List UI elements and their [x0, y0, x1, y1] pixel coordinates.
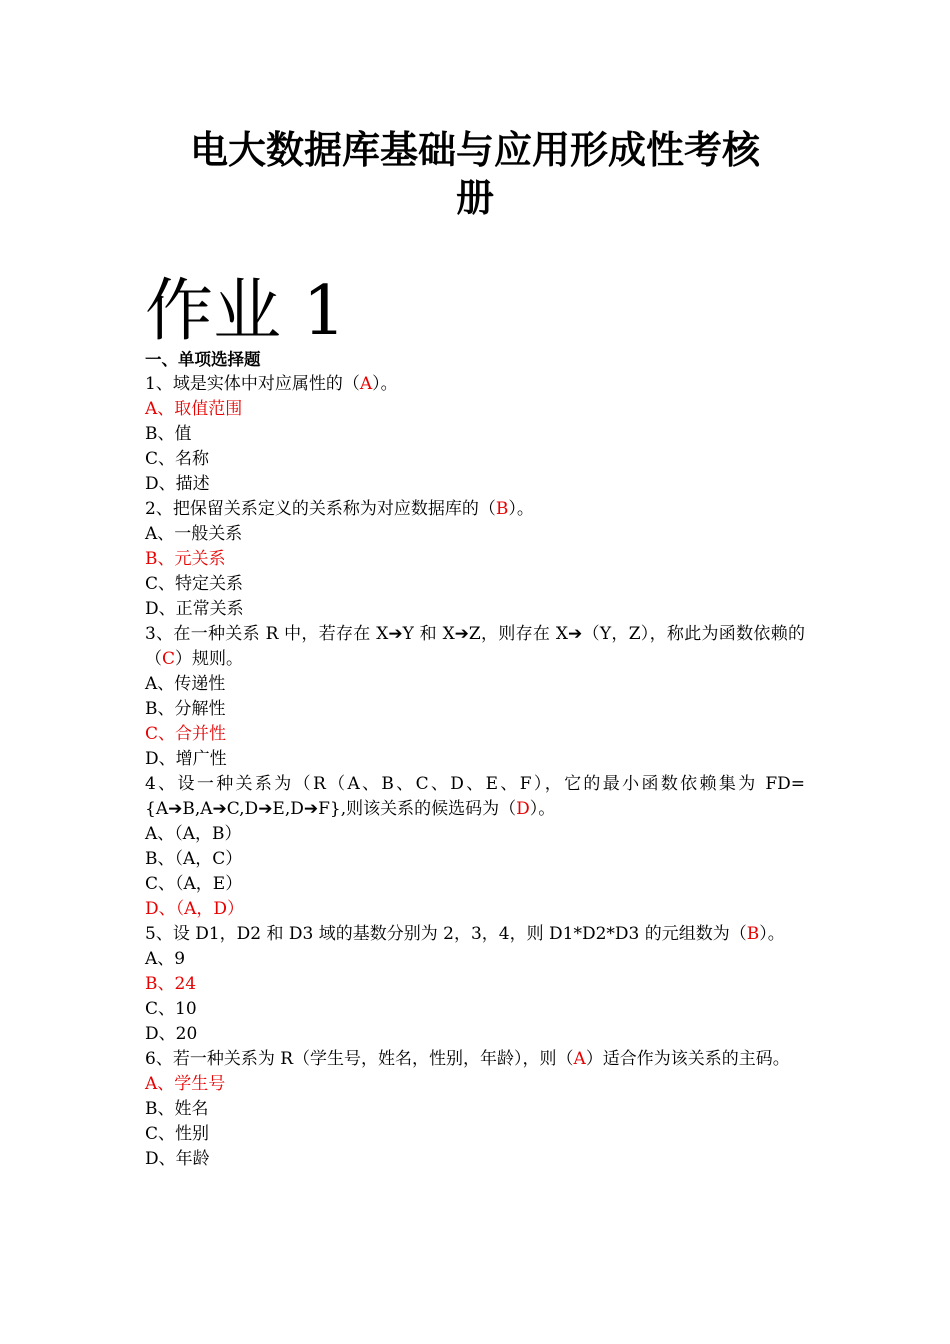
question-4	[145, 772, 805, 822]
answer-key: D	[516, 799, 530, 819]
title-line-2: 册	[455, 176, 494, 220]
answer-key: C	[162, 649, 176, 669]
section-title: 一、单项选择题	[145, 350, 261, 369]
option: D、描述	[145, 474, 210, 494]
option-correct: C、合并性	[145, 724, 227, 744]
option-correct: A、学生号	[145, 1074, 226, 1094]
question-text-end: ）。	[372, 374, 398, 394]
question-text: 6、若一种关系为 R（学生号，姓名，性别，年龄），则（	[145, 1049, 574, 1069]
question-text-end: ）适合作为该关系的主码。	[585, 1049, 790, 1069]
option-correct: A、取值范围	[145, 399, 243, 419]
option: B、值	[145, 424, 192, 444]
question-text-end: ）。	[759, 924, 785, 944]
answer-key: A	[573, 1049, 586, 1069]
homework-title: 作业 1	[145, 272, 346, 351]
option: D、增广性	[145, 749, 227, 769]
question-text: 2、把保留关系定义的关系称为对应数据库的（	[145, 499, 496, 519]
question-text: 1、域是实体中对应属性的（	[145, 374, 360, 394]
option: A、一般关系	[145, 524, 243, 544]
answer-key: A	[359, 374, 373, 394]
option: C、性别	[145, 1124, 210, 1144]
answer-key: B	[495, 499, 509, 519]
option: B、（A，C）	[145, 849, 243, 869]
option: D、20	[145, 1024, 198, 1044]
option: A、（A，B）	[145, 824, 242, 844]
question-text: 4、设一种关系为（R（A、B、C、D、E、F），它的最小函数依赖集为 FD={A➔B,A➔C,D➔E,D➔F},则该关系的候选码为（	[145, 774, 805, 819]
question-text: 5、设 D1，D2 和 D3 域的基数分别为 2，3，4，则 D1*D2*D3 的元组数为（	[145, 924, 747, 944]
option: A、9	[145, 949, 186, 969]
option-correct: B、24	[145, 974, 197, 994]
question-3	[145, 622, 805, 672]
question-text-end: ）。	[529, 799, 556, 819]
option: C、名称	[145, 449, 210, 469]
question-2	[145, 497, 805, 522]
option: B、分解性	[145, 699, 226, 719]
option: D、正常关系	[145, 599, 244, 619]
question-text-end: ）。	[508, 499, 534, 519]
option: C、特定关系	[145, 574, 244, 594]
option: A、传递性	[145, 674, 226, 694]
question-list	[145, 372, 805, 1172]
question-5	[145, 922, 805, 947]
option: D、年龄	[145, 1149, 210, 1169]
question-1	[145, 372, 805, 397]
question-text-end: ）规则。	[175, 649, 244, 669]
title-line-1: 电大数据库基础与应用形成性考核	[189, 128, 760, 172]
option-correct: D、（A，D）	[145, 899, 245, 919]
option: C、（A，E）	[145, 874, 243, 894]
answer-key: B	[746, 924, 760, 944]
option: C、10	[145, 999, 197, 1019]
question-text: 3、在一种关系 R 中，若存在 X➔Y 和 X➔Z，则存在 X➔（Y，Z），称此为函数依赖的（	[145, 624, 805, 669]
option-correct: B、元关系	[145, 549, 226, 569]
document-title	[145, 126, 805, 222]
option: B、姓名	[145, 1099, 209, 1119]
question-6	[145, 1047, 805, 1072]
